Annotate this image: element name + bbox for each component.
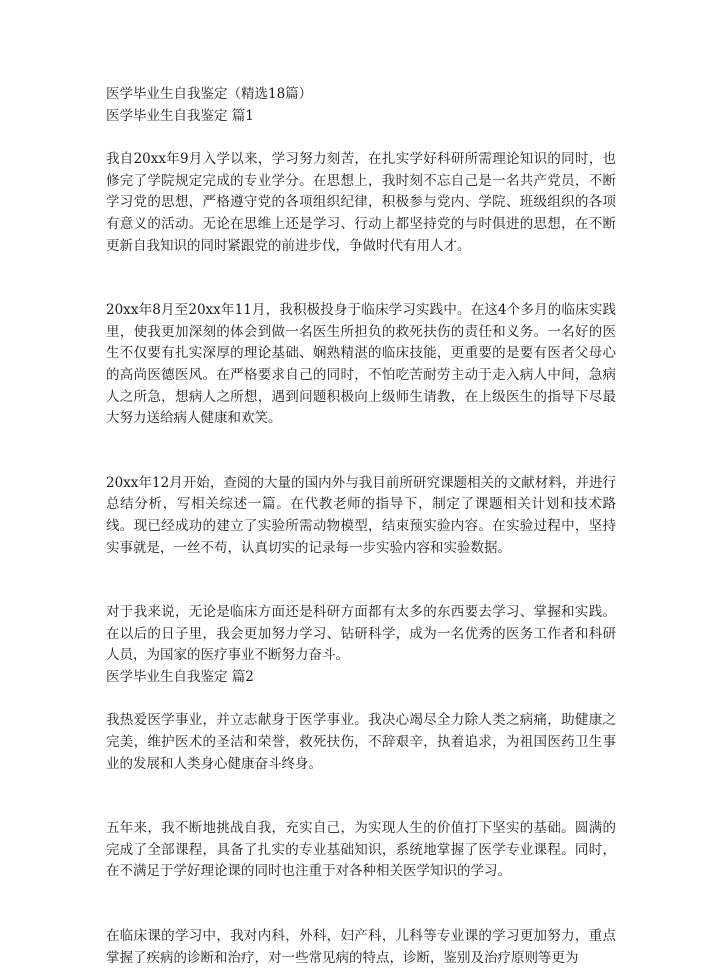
paragraph: 在临床课的学习中，我对内科，外科，妇产科，儿科等专业课的学习更加努力，重点掌握了疾病的诊断和治疗，对一些常见病的特点，诊断，鉴别及治疗原则等更为	[106, 928, 616, 966]
paragraph: 对于我来说，无论是临床方面还是科研方面都有太多的东西要去学习、掌握和实践。在以后的日子里，我会更加努力学习、钻研科学，成为一名优秀的医务工作者和科研人员，为国家的医疗事业不断努力奋斗。	[106, 604, 616, 664]
paragraph: 20xx年12月开始，查阅的大量的国内外与我目前所研究课题相关的文献材料，并进行总结分析，写相关综述一篇。在代教老师的指导下，制定了课题相关计划和技术路线。现已经成功的建立了实验所需动物模型，结束预实验内容。在实验过程中，坚持实事就是，一丝不苟，认真切实的记录每一步实验内容和实验数据。	[106, 474, 616, 556]
paragraph: 我自20xx年9月入学以来，学习努力刻苦，在扎实学好科研所需理论知识的同时，也修完了学院规定完成的专业学分。在思想上，我时刻不忘自己是一名共产党员，不断学习党的思想，严格遵守党的各项组织纪律，积极参与党内、学院、班级组织的各项有意义的活动。无论在思维上还是学习、行动上都坚持党的与时俱进的思想，在不断更新自我知识的同时紧跟党的前进步伐，争做时代有用人才。	[106, 151, 616, 254]
paragraph: 20xx年8月至20xx年11月，我积极投身于临床学习实践中。在这4个多月的临床实践里，使我更加深刻的体会到做一名医生所担负的救死扶伤的责任和义务。一名好的医生不仅要有扎实深厚的理论基础、娴熟精湛的临床技能，更重要的是要有医者父母心的高尚医德医风。在严格要求自己的同时，不怕吃苦耐劳主动于走入病人中间，急病人之所急，想病人之所想，遇到问题积极向上级师生请教，在上级医生的指导下尽最大努力送给病人健康和欢笑。	[106, 302, 616, 427]
paragraph: 我热爱医学事业，并立志献身于医学事业。我决心竭尽全力除人类之病痛，助健康之完美，维护医术的圣洁和荣誉，救死扶伤，不辞艰辛，执着追求，为祖国医药卫生事业的发展和人类身心健康奋斗终身。	[106, 712, 616, 772]
document-title: 医学毕业生自我鉴定（精选18篇）	[106, 86, 313, 102]
section-heading-2: 医学毕业生自我鉴定 篇2	[106, 668, 254, 685]
document-body	[106, 84, 616, 969]
section-heading-1: 医学毕业生自我鉴定 篇1	[106, 107, 254, 124]
paragraph: 五年来，我不断地挑战自我，充实自己，为实现人生的价值打下坚实的基础。圆满的完成了全部课程，具备了扎实的专业基础知识，系统地掌握了医学专业课程。同时，在不满足于学好理论课的同时也注重于对各种相关医学知识的学习。	[106, 820, 616, 880]
